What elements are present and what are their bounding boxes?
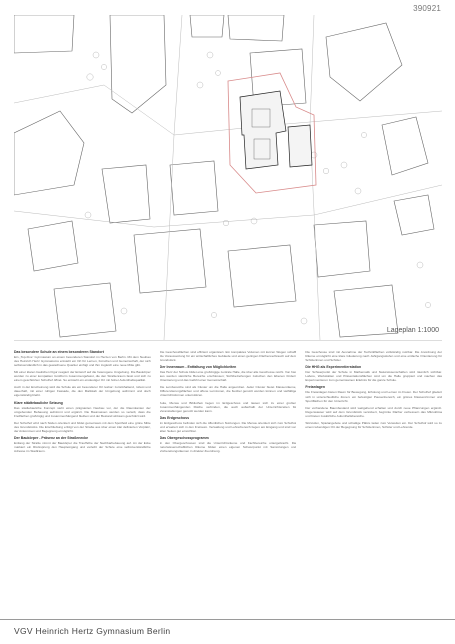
building-block bbox=[14, 111, 84, 195]
body-paragraph: Entlang der Straße nimmt der Baukörper die Traufhöhe der Nachbarbebauung auf. An der Ecke markiert ein Rücksprung den Haupteingang und verleiht der Schule eine selbstverständliche Adresse im Stadtraum. bbox=[14, 440, 151, 454]
body-paragraph: Die Geschossflächen sind effizient organisiert. Ein kompaktes Volumen mit kurzen Wegen schafft die Voraussetzung für ein wirtschaftliches Gebäude und einen geringen Flächenverbrauch auf dem Grundstück. bbox=[159, 350, 297, 363]
body-paragraph: Die Geschosse sind mit Ausnahme der Technikflächen vollständig nutzbar. Die Anordnung der Räume ermöglicht eine klare Gliederung nach Jahrgangsstufen und eine einfache Orientierung für Schülerinnen und Schüler. bbox=[305, 350, 443, 363]
body-paragraph: In den Obergeschossen sind die Unterrichtsräume und Fachbereiche untergebracht. Die naturwissenschaftlichen Räume bilden einen eigenen Schwerpunkt mit Sammlungen und Vorbereitungsräumen in direkter Zuordnung. bbox=[159, 440, 297, 454]
poster-id: 390921 bbox=[413, 4, 441, 13]
body-paragraph: Im Erdgeschoss befinden sich die öffentlichen Nutzungen. Die Mensa orientiert sich zum Schulhof und erweitert sich in den Freiraum. Verwaltung und Lehrerbereich liegen am Eingang und sind von allen Seiten gut erreichbar. bbox=[159, 420, 297, 433]
section-heading: Klare städtebauliche Setzung bbox=[14, 400, 63, 405]
building-block bbox=[54, 283, 116, 337]
body-paragraph: Ein „Top-Five“ Gymnasium an einem besonderen Standort im Herzen von Berlin. Mit dem Neubau des Heinrich Hertz Gymnasiums entsteht ein Ort für Lernen, Forschen und Gemeinschaft, der sich selbstverständlich in das gewachsene Quartier einfügt und ihm zugleich eine neue Mitte gibt. bbox=[14, 355, 151, 368]
body-paragraph: Mit einer klaren baulichen Figur reagiert der Entwurf auf die heterogene Umgebung. Die Baukörper werden zu einer kompakten Großform zusammengefasst, die den Straßenraum fasst und sich zu einem geschützten Schulhof öffnet. So entsteht ein eindeutiger Ort mit hoher Aufenthaltsqualität. bbox=[14, 370, 151, 383]
building-block bbox=[28, 221, 78, 271]
text-column bbox=[305, 350, 442, 618]
body-paragraph: Sitzstufen, Spielangebote und schattige Plätze laden zum Verweilen ein. Der Schulhof wird so zu einem lebendigen Ort der Begegnung für Schülerinnen, Schüler und Lehrende. bbox=[305, 420, 443, 429]
building-block bbox=[326, 23, 402, 101]
section-heading: Die HHG als Experimentierstation bbox=[305, 365, 362, 370]
site-plan bbox=[14, 15, 442, 341]
body-paragraph: Der Schulhof wird nach Süden orientiert und bildet gemeinsam mit dem Sportfeld eine grüne Mitte des Grundstücks. Die Erschließung erfolgt von der Straße aus über einen klar definierten Vorplatz, der Ankommen und Begegnung ermöglicht. bbox=[14, 420, 151, 433]
building-block bbox=[382, 117, 428, 175]
footer bbox=[0, 619, 455, 644]
body-paragraph: Der vorhandene Baumbestand wird weitgehend erhalten und durch neue Pflanzungen ergänzt. Regenwasser wird auf dem Grundstück versickert, begrünte Dächer verbessern das Mikroklima und bieten zusätzliche Aufenthaltsbereiche. bbox=[305, 405, 443, 418]
body-paragraph: Aula, Mensa und Bibliothek liegen im Erdgeschoss und lassen sich zu einer großen zusammenhängenden Fläche verbinden, die auch außerhalb der Unterrichtszeiten für Veranstaltungen genutzt werden kann. bbox=[159, 400, 297, 413]
building-block bbox=[134, 229, 206, 293]
building-block bbox=[394, 195, 434, 235]
building-block bbox=[14, 15, 74, 53]
building-block bbox=[190, 15, 224, 37]
section-heading: Das Erdgeschoss bbox=[159, 415, 190, 420]
building-block bbox=[314, 221, 370, 277]
scale-label: Lageplan 1:1000 bbox=[386, 327, 439, 334]
section-heading: Der Baukörper - Präsenz an der Straßenecke bbox=[14, 435, 89, 440]
building-block bbox=[228, 245, 296, 307]
building-block bbox=[228, 15, 284, 41]
section-heading: Das besondere Schule an einem besonderen Standort bbox=[14, 350, 104, 354]
building-block bbox=[102, 165, 150, 223]
body-paragraph: Die Freianlagen bieten Raum für Bewegung, Erholung und Lernen im Freien. Der Schulhof gliedert sich in unterschiedliche Zonen: ein befestigter Pausenbereich, ein grünes Klassenzimmer und Sportflächen für den Unterricht. bbox=[305, 390, 443, 403]
body-paragraph: Das Herz der Schule bildet eine großzügige zentrale Halle, die über alle Geschosse reicht. Von hier aus werden sämtliche Bereiche erschlossen; Sichtbeziehungen zwischen den Ebenen fördern Orientierung und das Gefühl einer Gemeinschaft. bbox=[159, 370, 297, 383]
building-block bbox=[170, 161, 218, 215]
footer-title: VGV Heinrich Hertz Gymnasium Berlin bbox=[14, 626, 171, 636]
text-column bbox=[160, 350, 297, 618]
body-paragraph: Auch in der Erscheinung wird die Schule als ein besonderer Ort lesbar: zurückhaltend, robust und dauerhaft, mit einer ruhigen Fassade, die den Maßstab der Umgebung aufnimmt und doch eigenständig bleibt. bbox=[14, 385, 151, 398]
section-heading: Das Obergeschossprogramm bbox=[159, 435, 209, 440]
section-heading: Der Innenraum - Entfaltung von Möglichkeiten bbox=[159, 365, 237, 370]
building-block bbox=[110, 15, 166, 113]
text-column bbox=[14, 350, 151, 618]
body-paragraph: Das städtebauliche Konzept sieht einen prägnanten Neubau vor, der die Raumkanten der umgebenden Bebauung aufnimmt und ergänzt. Die Baumassen werden so verteilt, dass die Freiflächen großzügig und zusammenhängend bleiben und der Bestand wirksam geschützt wird. bbox=[14, 405, 151, 418]
body-paragraph: Der Schwerpunkt der Schule in Mathematik und Naturwissenschaften wird räumlich sichtbar. Labore, Werkstätten und Präsentationsflächen sind um die Halle gruppiert und machen das Experimentieren zum gemeinsamen Erlebnis für die ganze Schule. bbox=[305, 370, 443, 383]
section-heading: Freianlagen bbox=[305, 385, 325, 390]
text-columns bbox=[14, 350, 442, 618]
body-paragraph: Die Lernbereiche sind als Cluster um die Halle angeordnet. Jeder Cluster bietet Klassenräume, Differenzierungsflächen und offene Lernzonen, die flexibel genutzt werden können und vielfältige Unterrichtsformen unterstützen. bbox=[159, 385, 297, 398]
